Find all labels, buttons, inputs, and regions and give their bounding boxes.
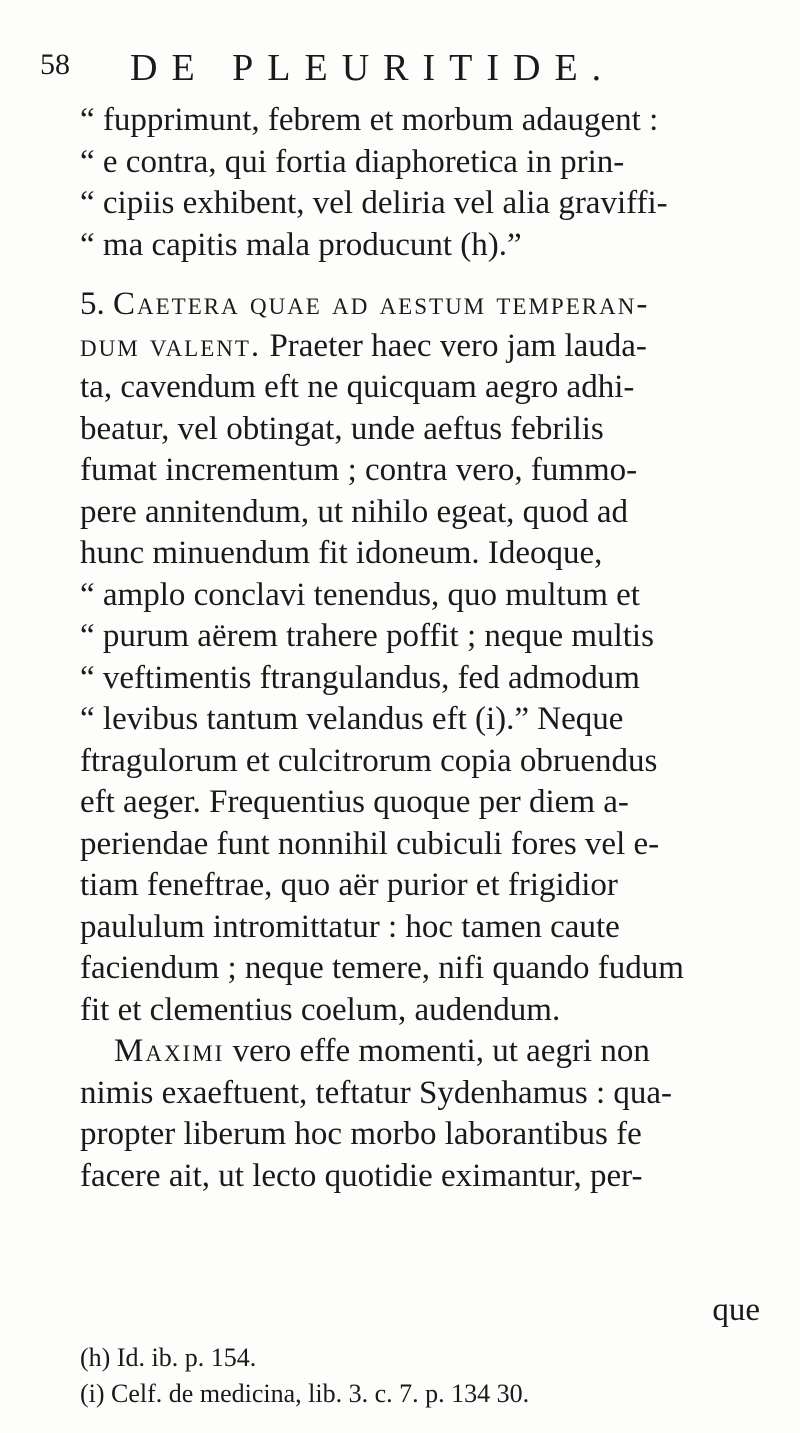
text-line: ta, cavendum eft ne quicquam aegro adhi- bbox=[80, 369, 635, 405]
text-line: “ veftimentis ftrangulandus, fed admodum bbox=[80, 659, 640, 696]
text-line: ftragulorum et culcitrorum copia obruendus bbox=[80, 742, 658, 779]
section-heading-cont: dum valent. bbox=[80, 327, 262, 364]
page-header bbox=[40, 46, 760, 96]
text-line: “ levibus tantum velandus eft (i).” Neque bbox=[80, 701, 624, 737]
text-line: eft aeger. Frequentius quoque per diem a- bbox=[80, 784, 629, 820]
text-line: periendae funt nonnihil cubiculi fores vel e- bbox=[80, 825, 660, 862]
text-line: pere annitendum, ut nihilo egeat, quod ad bbox=[80, 493, 629, 530]
text-line: Praeter haec vero jam lauda- bbox=[269, 327, 647, 364]
footnote-h: (h) Id. ib. p. 154. bbox=[80, 1343, 257, 1372]
text-line: “ amplo conclavi tenendus, quo multum et bbox=[80, 576, 640, 613]
text-line: facere ait, ut lecto quotidie eximantur, per- bbox=[80, 1157, 643, 1194]
text-line: fumat incrementum ; contra vero, fummo- bbox=[80, 452, 638, 488]
paragraph-lead: Maximi bbox=[114, 1033, 225, 1069]
section-heading: Caetera quae ad aestum temperan- bbox=[113, 286, 650, 322]
footnotes bbox=[80, 1340, 760, 1412]
text-line: nimis exaeftuent, teftatur Sydenhamus : qua- bbox=[80, 1074, 673, 1111]
section-5 bbox=[80, 284, 760, 1197]
footnote-i: (i) Celf. de medicina, lib. 3. c. 7. p. 134 30. bbox=[80, 1379, 530, 1408]
text-line: hunc minuendum fit idoneum. Ideoque, bbox=[80, 535, 603, 571]
section-number: 5. bbox=[80, 286, 105, 322]
text-line: “ cipiis exhibent, vel deliria vel alia graviffi- bbox=[80, 185, 668, 221]
text-line: “ ma capitis mala producunt (h).” bbox=[80, 226, 522, 263]
text-line: faciendum ; neque temere, nifi quando fudum bbox=[80, 950, 684, 986]
text-line: fit et clementius coelum, audendum. bbox=[80, 991, 561, 1028]
section-heading-line-2 bbox=[80, 326, 760, 368]
text-line: tiam feneftrae, quo aër purior et frigidior bbox=[80, 867, 618, 903]
quote-top bbox=[80, 100, 760, 266]
text-line: paululum intromittatur : hoc tamen caute bbox=[80, 908, 620, 945]
text-line: vero effe momenti, ut aegri non bbox=[232, 1033, 650, 1069]
text-line: “ purum aërem trahere poffit ; neque multis bbox=[80, 618, 654, 654]
text-line: “ e contra, qui fortia diaphoretica in prin- bbox=[80, 143, 625, 180]
text-line: propter liberum hoc morbo laborantibus fe bbox=[80, 1116, 642, 1152]
page-number: 58 bbox=[40, 48, 70, 81]
section-heading-line bbox=[80, 284, 760, 326]
paragraph-first-line bbox=[80, 1031, 760, 1073]
text-line: beatur, vel obtingat, unde aeftus febrilis bbox=[80, 410, 604, 447]
text-line: “ fupprimunt, febrem et morbum adaugent : bbox=[80, 102, 659, 138]
catchword: que bbox=[712, 1292, 760, 1328]
running-title: DE PLEURITIDE. bbox=[130, 47, 616, 89]
